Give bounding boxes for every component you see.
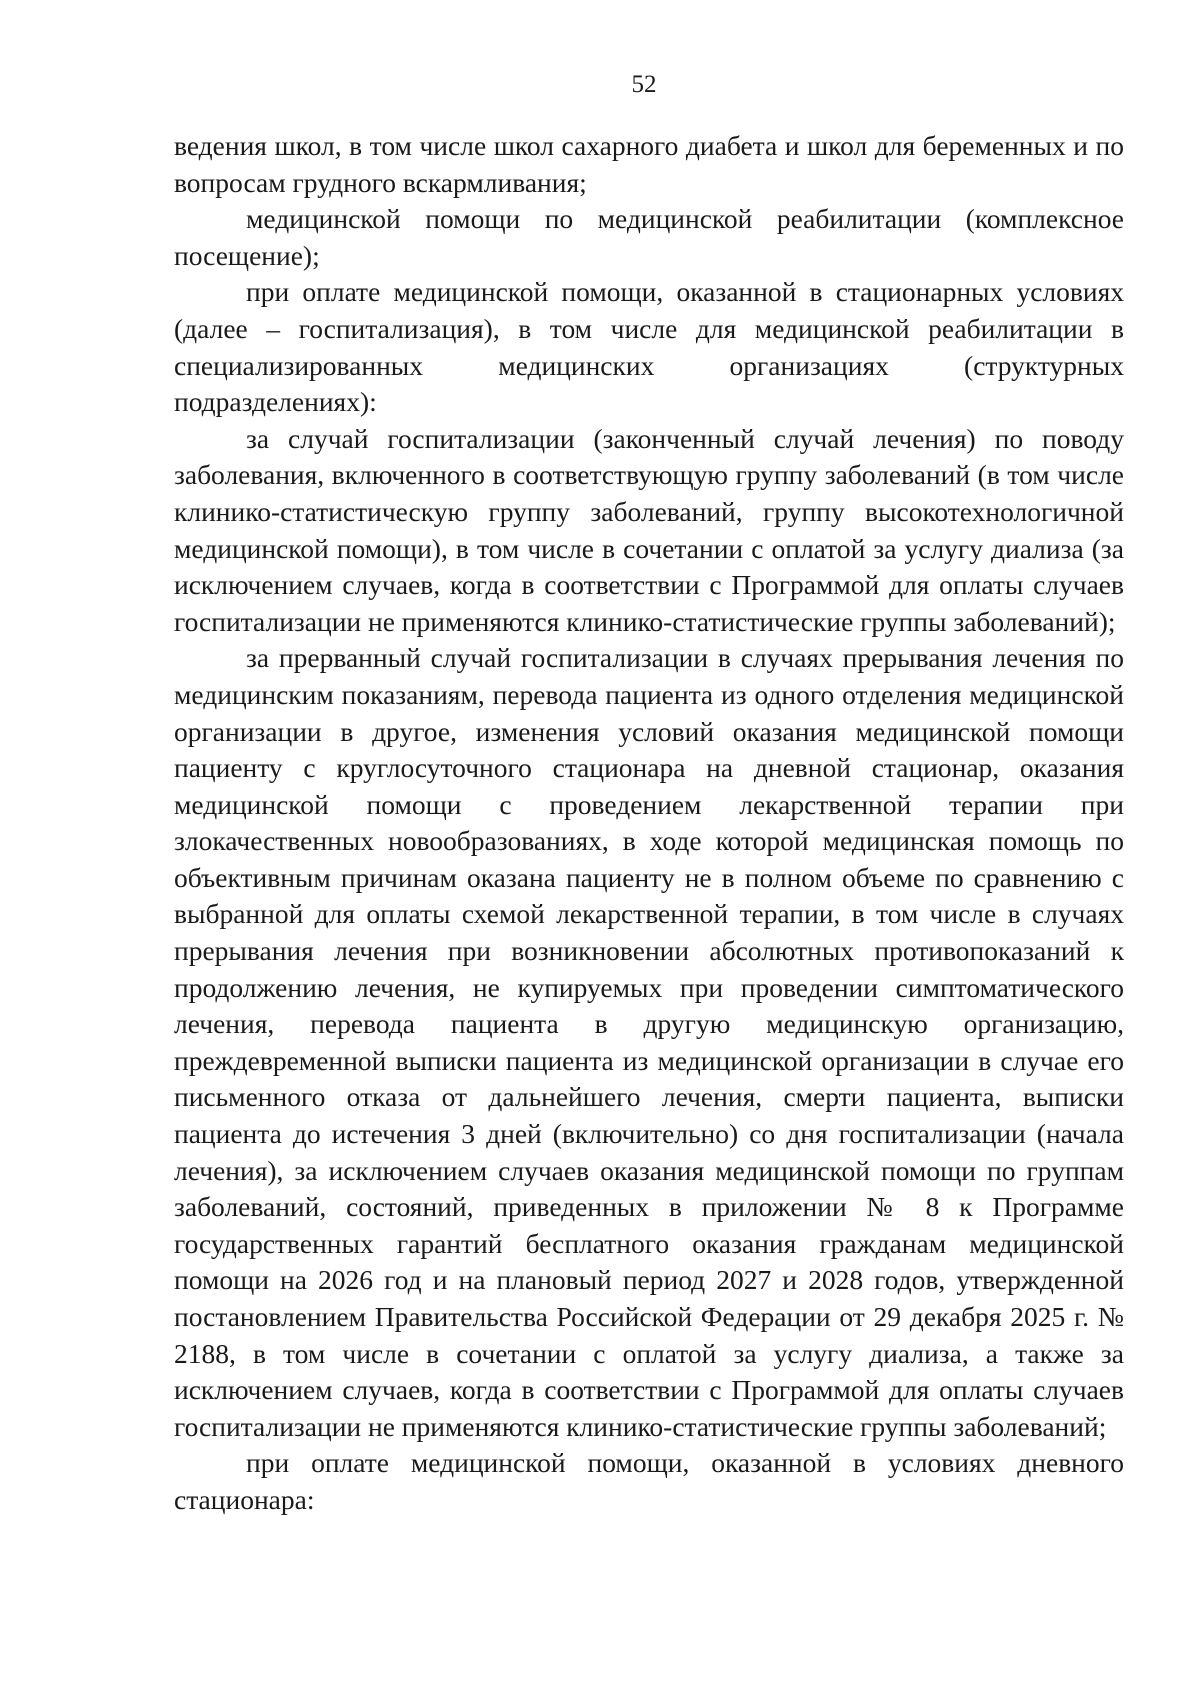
- paragraph: медицинской помощи по медицинской реабилитации (комплексное посещение);: [174, 203, 1124, 271]
- page-number: 52: [631, 71, 657, 98]
- paragraph: ведения школ, в том числе школ сахарного диабета и школ для беременных и по вопросам грудного вскармливания;: [174, 130, 1124, 198]
- paragraph: за случай госпитализации (законченный случай лечения) по поводу заболевания, включенного в соответствующую группу заболеваний (в том числе клинико-статистическую группу заболеваний, группу высокотехнологичной медицинской помощи), в том числе в сочетании с оплатой за услугу диализа (за исключением случаев, когда в соответствии с Программой для оплаты случаев госпитализации не применяются клинико-статистические группы заболеваний);: [174, 422, 1124, 637]
- paragraph: при оплате медицинской помощи, оказанной в условиях дневного стационара:: [174, 1447, 1124, 1515]
- document-body: [174, 128, 1124, 1519]
- paragraph: при оплате медицинской помощи, оказанной в стационарных условиях (далее – госпитализация), в том числе для медицинской реабилитации в специализированных медицинских организациях (структурных подразделениях):: [174, 276, 1124, 418]
- paragraph: за прерванный случай госпитализации в случаях прерывания лечения по медицинским показаниям, перевода пациента из одного отделения медицинской организации в другое, изменения условий оказания медицинской помощи пациенту с круглосуточного стационара на дневной стационар, оказания медицинской помощи с проведением лекарственной терапии при злокачественных новообразованиях, в ходе которой медицинская помощь по объективным причинам оказана пациенту не в полном объеме по сравнению с выбранной для оплаты схемой лекарственной терапии, в том числе в случаях прерывания лечения при возникновении абсолютных противопоказаний к продолжению лечения, не купируемых при проведении симптоматического лечения, перевода пациента в другую медицинскую организацию, преждевременной выписки пациента из медицинской организации в случае его письменного отказа от дальнейшего лечения, смерти пациента, выписки пациента до истечения 3 дней (включительно) со дня госпитализации (начала лечения), за исключением случаев оказания медицинской помощи по группам заболеваний, состояний, приведенных в приложении № 8 к Программе государственных гарантий бесплатного оказания гражданам медицинской помощи на 2026 год и на плановый период 2027 и 2028 годов, утвержденной постановлением Правительства Российской Федерации от 29 декабря 2025 г. № 2188, в том числе в сочетании с оплатой за услугу диализа, а также за исключением случаев, когда в соответствии с Программой для оплаты случаев госпитализации не применяются клинико-статистические группы заболеваний;: [174, 642, 1124, 1442]
